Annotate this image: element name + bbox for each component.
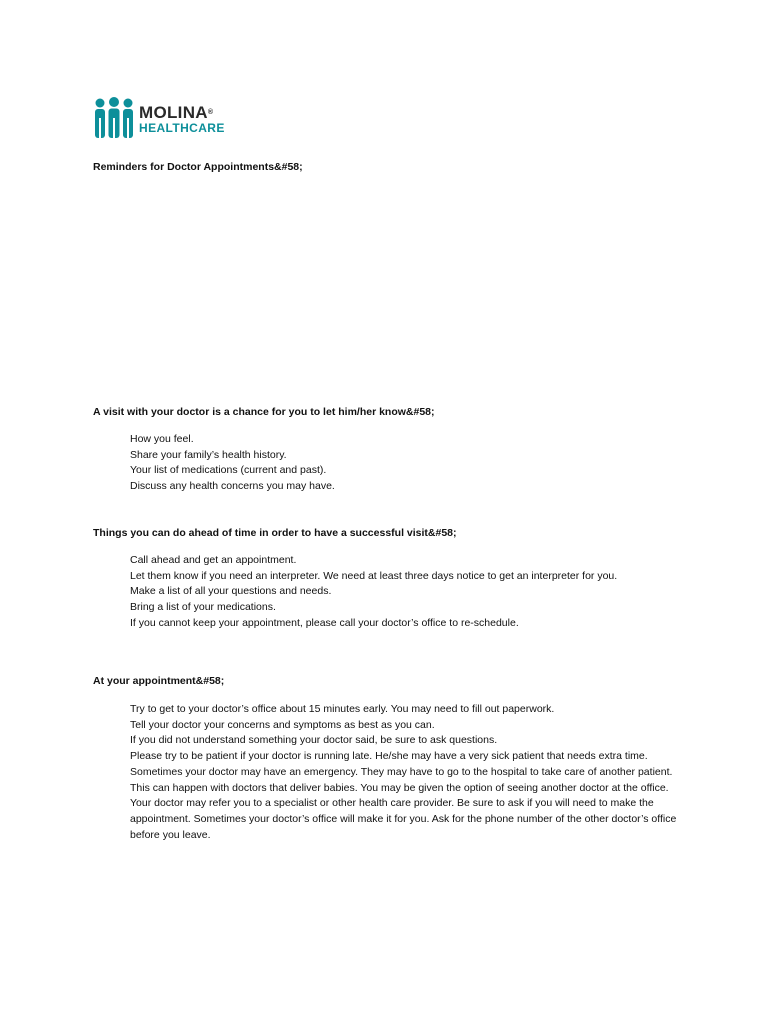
- preparation-list: [130, 553, 678, 632]
- list-item: Try to get to your doctor’s office about 15 minutes early. You may need to fill out paperwork.: [130, 703, 555, 715]
- list-item: Your doctor may refer you to a specialist or other health care provider. Be sure to ask if you will need to make the appointment. Sometimes your doctor’s office will make it for you. Ask for the phone number of the other doctor’s office before you leave.: [130, 797, 677, 841]
- list-item: Call ahead and get an appointment.: [130, 554, 297, 566]
- list-item: Your list of medications (current and past).: [130, 464, 327, 477]
- list-item: Tell your doctor your concerns and symptoms as best as you can.: [130, 718, 435, 731]
- list-item: Please try to be patient if your doctor is running late. He/she may have a very sick patient that needs extra time.: [130, 750, 648, 763]
- list-item: Discuss any health concerns you may have.: [130, 480, 335, 493]
- list-item: If you did not understand something your doctor said, be sure to ask questions.: [130, 734, 498, 747]
- document-title: Reminders for Doctor Appointments&#58;: [93, 161, 303, 173]
- people-figures-icon: [93, 96, 137, 138]
- list-item: Let them know if you need an interpreter. We need at least three days notice to get an interpreter for you.: [130, 569, 618, 582]
- appointment-tips-list: [130, 702, 678, 843]
- section-heading-visit: A visit with your doctor is a chance for you to let him/her know&#58;: [93, 406, 435, 418]
- list-item: Sometimes your doctor may have an emergency. They may have to go to the hospital to take care of another patient. This can happen with doctors that deliver babies. You may be given the option of seeing another doctor at the office.: [130, 765, 673, 794]
- logo-subtitle: HEALTHCARE: [139, 121, 225, 135]
- list-item: Bring a list of your medications.: [130, 601, 276, 614]
- list-item: Share your family’s health history.: [130, 448, 287, 461]
- molina-healthcare-logo: [93, 96, 233, 138]
- logo-brand-name: MOLINA®: [139, 103, 214, 122]
- section-heading-at-appointment: At your appointment&#58;: [93, 675, 225, 687]
- list-item: How you feel.: [130, 433, 194, 445]
- section-heading-ahead-of-time: Things you can do ahead of time in order to have a successful visit&#58;: [93, 527, 457, 539]
- list-item: If you cannot keep your appointment, please call your doctor’s office to re-schedule.: [130, 616, 519, 629]
- visit-reasons-list: [130, 432, 678, 495]
- list-item: Make a list of all your questions and needs.: [130, 585, 332, 598]
